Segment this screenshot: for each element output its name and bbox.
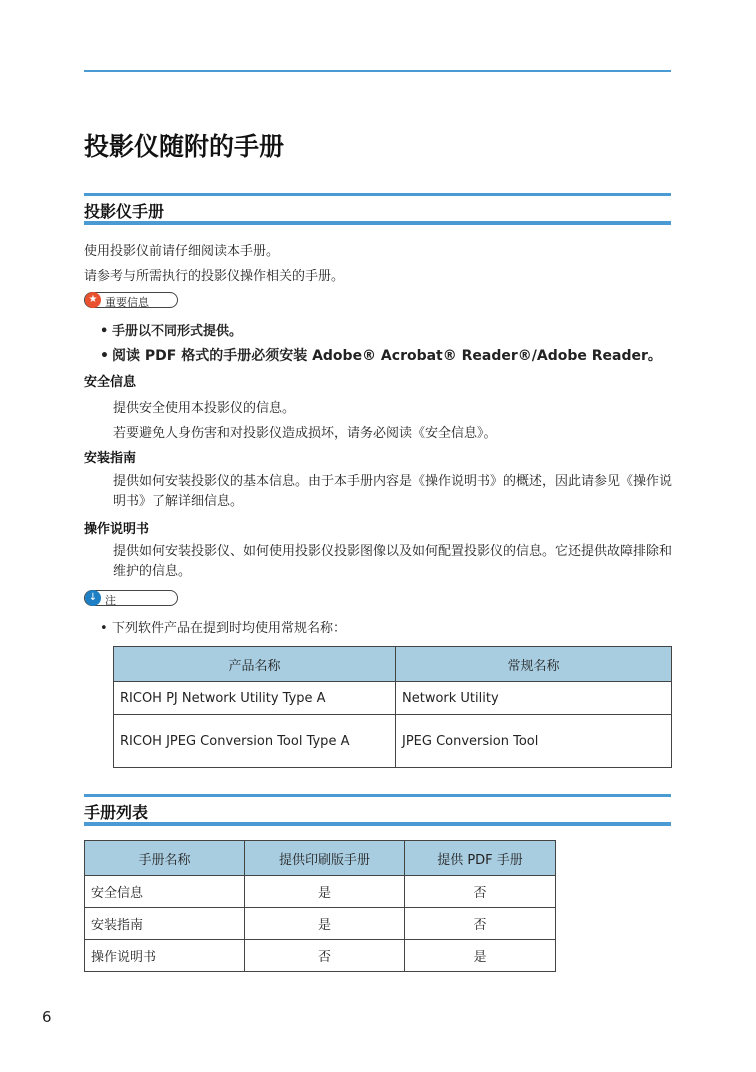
table-row — [114, 715, 672, 768]
manual-desc-safety-2: 若要避免人身伤害和对投影仪造成损坏，请务必阅读《安全信息》。 — [113, 426, 497, 441]
important-label: 重要信息 — [105, 296, 149, 309]
manual-title-safety: 安全信息 — [84, 375, 137, 390]
table-cell: Network Utility — [396, 682, 672, 715]
star-icon: ★ — [85, 292, 101, 308]
table-cell: 是 — [245, 908, 405, 940]
manual-list-table — [84, 840, 556, 972]
table-cell: JPEG Conversion Tool — [396, 715, 672, 768]
manual-title-setup: 安装指南 — [84, 451, 137, 466]
table-header: 产品名称 — [114, 647, 396, 682]
table-header-row — [85, 841, 556, 876]
section-header-manuals — [84, 193, 671, 225]
table-cell: 否 — [405, 908, 556, 940]
page-title: 投影仪随附的手册 — [84, 132, 285, 161]
table-header-row — [114, 647, 672, 682]
manual-desc-safety-1: 提供安全使用本投影仪的信息。 — [113, 401, 296, 416]
important-bullet-2: • 阅读 PDF 格式的手册必须安装 Adobe® Acrobat® Reader®/Adobe Reader。 — [100, 348, 662, 364]
intro-line-2: 请参考与所需执行的投影仪操作相关的手册。 — [84, 269, 345, 284]
manual-desc-operating: 提供如何安装投影仪、如何使用投影仪投影图像以及如何配置投影仪的信息。它还提供故障排除和维护的信息。 — [113, 544, 673, 579]
page-number: 6 — [42, 1008, 52, 1026]
section-rule-bottom — [84, 822, 671, 826]
important-bullet-1: • 手册以不同形式提供。 — [100, 324, 243, 339]
table-cell: 操作说明书 — [85, 940, 245, 972]
table-row — [85, 876, 556, 908]
table-header: 提供 PDF 手册 — [405, 841, 556, 876]
section-rule-bottom — [84, 221, 671, 225]
table-cell: 安全信息 — [85, 876, 245, 908]
important-badge — [84, 292, 178, 308]
table-row — [85, 940, 556, 972]
table-cell: RICOH PJ Network Utility Type A — [114, 682, 396, 715]
software-table — [113, 646, 672, 768]
manual-title-operating: 操作说明书 — [84, 522, 150, 537]
table-header: 常规名称 — [396, 647, 672, 682]
top-rule — [84, 70, 671, 72]
section-heading: 手册列表 — [84, 803, 149, 822]
table-header: 提供印刷版手册 — [245, 841, 405, 876]
section-header-manual-list — [84, 794, 671, 826]
note-label: 注 — [105, 594, 116, 607]
section-rule-top — [84, 193, 671, 196]
section-heading: 投影仪手册 — [84, 202, 165, 221]
table-row — [85, 908, 556, 940]
down-arrow-icon: ↓ — [85, 590, 101, 606]
manual-desc-setup: 提供如何安装投影仪的基本信息。由于本手册内容是《操作说明书》的概述，因此请参见《操作说明书》了解详细信息。 — [113, 474, 673, 509]
table-cell: RICOH JPEG Conversion Tool Type A — [114, 715, 396, 768]
table-cell: 否 — [245, 940, 405, 972]
note-badge — [84, 590, 178, 606]
table-cell: 是 — [405, 940, 556, 972]
table-row — [114, 682, 672, 715]
note-bullet: • 下列软件产品在提到时均使用常规名称： — [100, 621, 347, 636]
table-cell: 否 — [405, 876, 556, 908]
table-cell: 是 — [245, 876, 405, 908]
intro-line-1: 使用投影仪前请仔细阅读本手册。 — [84, 244, 280, 259]
section-rule-top — [84, 794, 671, 797]
table-header: 手册名称 — [85, 841, 245, 876]
table-cell: 安装指南 — [85, 908, 245, 940]
